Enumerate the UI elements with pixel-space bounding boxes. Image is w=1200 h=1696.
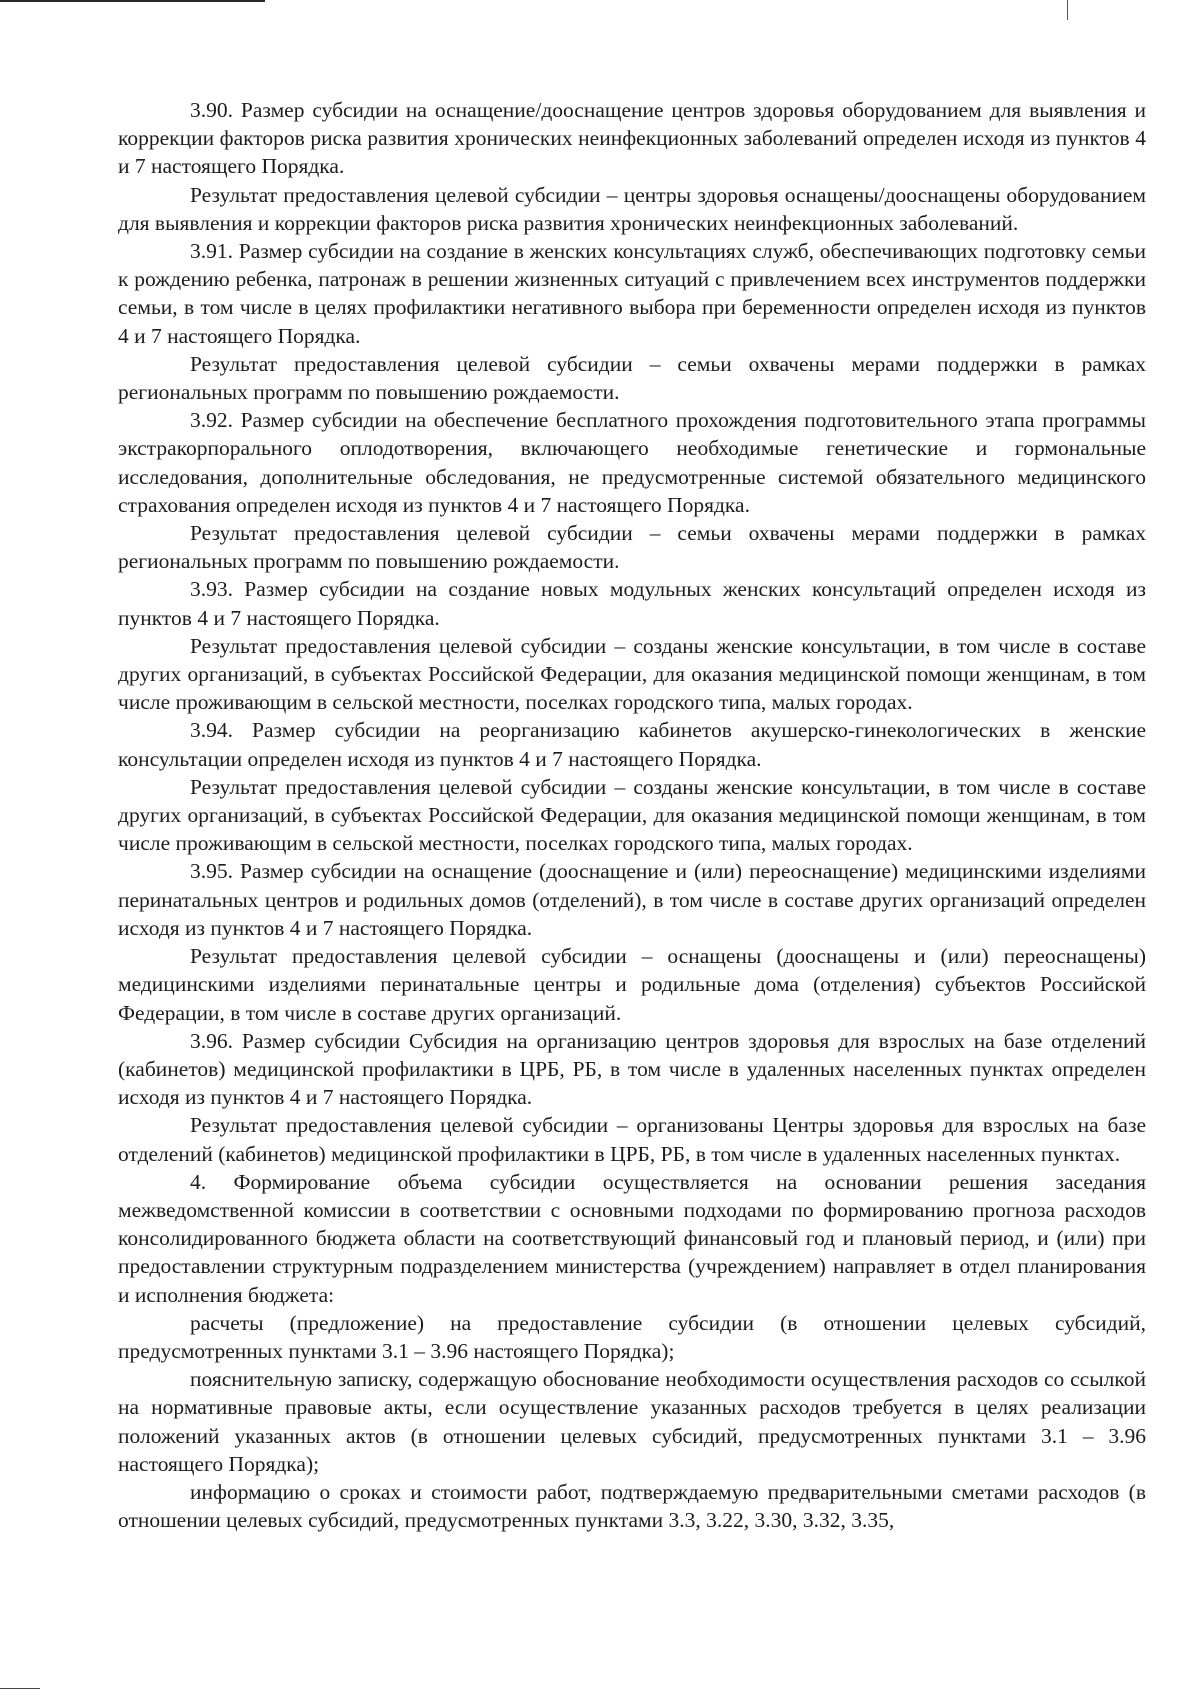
scan-edge-line [0,0,265,2]
paragraph-4: 4. Формирование объема субсидии осуществляется на основании решения заседания межведомственной комиссии в соответствии с основными подходами по формированию прогноза расходов консолидированного бюджета области на соответствующий финансовый год и плановый период, и (или) при предоставлении структурным подразделением министерства (учреждением) направляет в отдел планирования и исполнения бюджета: [118,1169,1146,1307]
paragraph-4-item-calculations: расчеты (предложение) на предоставление субсидии (в отношении целевых субсидий, предусмотренных пунктами 3.1 – 3.96 настоящего Порядка); [118,1310,1146,1363]
paragraph-3-91: 3.91. Размер субсидии на создание в женских консультациях служб, обеспечивающих подготовку семьи к рождению ребенка, патронаж в решении жизненных ситуаций с привлечением всех инструментов поддержки семьи, в том числе в целях профилактики негативного выбора при беременности определен исходя из пунктов 4 и 7 настоящего Порядка. [118,239,1146,348]
paragraph-3-92-result: Результат предоставления целевой субсидии – семьи охвачены мерами поддержки в рамках региональных программ по повышению рождаемости. [118,521,1146,574]
paragraph-3-95-result: Результат предоставления целевой субсидии – оснащены (дооснащены и (или) переоснащены) медицинскими изделиями перинатальные центры и родильные дома (отделения) субъектов Российской Федерации, в том числе в составе других организаций. [118,944,1146,1025]
document-body [118,96,1146,1534]
paragraph-3-93: 3.93. Размер субсидии на создание новых модульных женских консультаций определен исходя из пунктов 4 и 7 настоящего Порядка. [118,577,1146,630]
paragraph-3-95: 3.95. Размер субсидии на оснащение (дооснащение и (или) переоснащение) медицинскими изделиями перинатальных центров и родильных домов (отделений), в том числе в составе других организаций определен исходя из пунктов 4 и 7 настоящего Порядка. [118,859,1146,940]
paragraph-3-94: 3.94. Размер субсидии на реорганизацию кабинетов акушерско-гинекологических в женские консультации определен исходя из пунктов 4 и 7 настоящего Порядка. [118,718,1146,771]
paragraph-3-96-result: Результат предоставления целевой субсидии – организованы Центры здоровья для взрослых на базе отделений (кабинетов) медицинской профилактики в ЦРБ, РБ, в том числе в удаленных населенных пунктах. [118,1113,1146,1166]
paragraph-3-93-result: Результат предоставления целевой субсидии – созданы женские консультации, в том числе в составе других организаций, в субъектах Российской Федерации, для оказания медицинской помощи женщинам, в том числе проживающим в сельской местности, поселках городского типа, малых городах. [118,633,1146,715]
paragraph-3-91-result: Результат предоставления целевой субсидии – семьи охвачены мерами поддержки в рамках региональных программ по повышению рождаемости. [118,351,1146,405]
scan-edge-mark [1067,0,1068,20]
paragraph-3-96: 3.96. Размер субсидии Субсидия на организацию центров здоровья для взрослых на базе отделений (кабинетов) медицинской профилактики в ЦРБ, РБ, в том числе в удаленных населенных пунктах определен исходя из пунктов 4 и 7 настоящего Порядка. [118,1028,1146,1110]
paragraph-3-92: 3.92. Размер субсидии на обеспечение бесплатного прохождения подготовительного этапа программы экстракорпорального оплодотворения, включающего необходимые генетические и гормональные исследования, дополнительные обследования, не предусмотренные системой обязательного медицинского страхования определен исходя из пунктов 4 и 7 настоящего Порядка. [118,408,1146,517]
paragraph-3-90-result: Результат предоставления целевой субсидии – центры здоровья оснащены/дооснащены оборудованием для выявления и коррекции факторов риска развития хронических неинфекционных заболеваний. [118,182,1146,235]
paragraph-3-94-result: Результат предоставления целевой субсидии – созданы женские консультации, в том числе в составе других организаций, в субъектах Российской Федерации, для оказания медицинской помощи женщинам, в том числе проживающим в сельской местности, поселках городского типа, малых городах. [118,774,1146,856]
paragraph-3-90: 3.90. Размер субсидии на оснащение/дооснащение центров здоровья оборудованием для выявления и коррекции факторов риска развития хронических неинфекционных заболеваний определен исходя из пунктов 4 и 7 настоящего Порядка. [118,98,1146,179]
paragraph-4-item-explanatory-note: пояснительную записку, содержащую обоснование необходимости осуществления расходов со ссылкой на нормативные правовые акты, если осуществление указанных расходов требуется в целях реализации положений указанных актов (в отношении целевых субсидий, предусмотренных пунктами 3.1 – 3.96 настоящего Порядка); [118,1367,1146,1476]
paragraph-4-item-schedule-cost: информацию о сроках и стоимости работ, подтверждаемую предварительными сметами расходов (в отношении целевых субсидий, предусмотренных пунктами 3.3, 3.22, 3.30, 3.32, 3.35, [118,1479,1146,1533]
scan-edge-line-bottom [0,1688,40,1689]
